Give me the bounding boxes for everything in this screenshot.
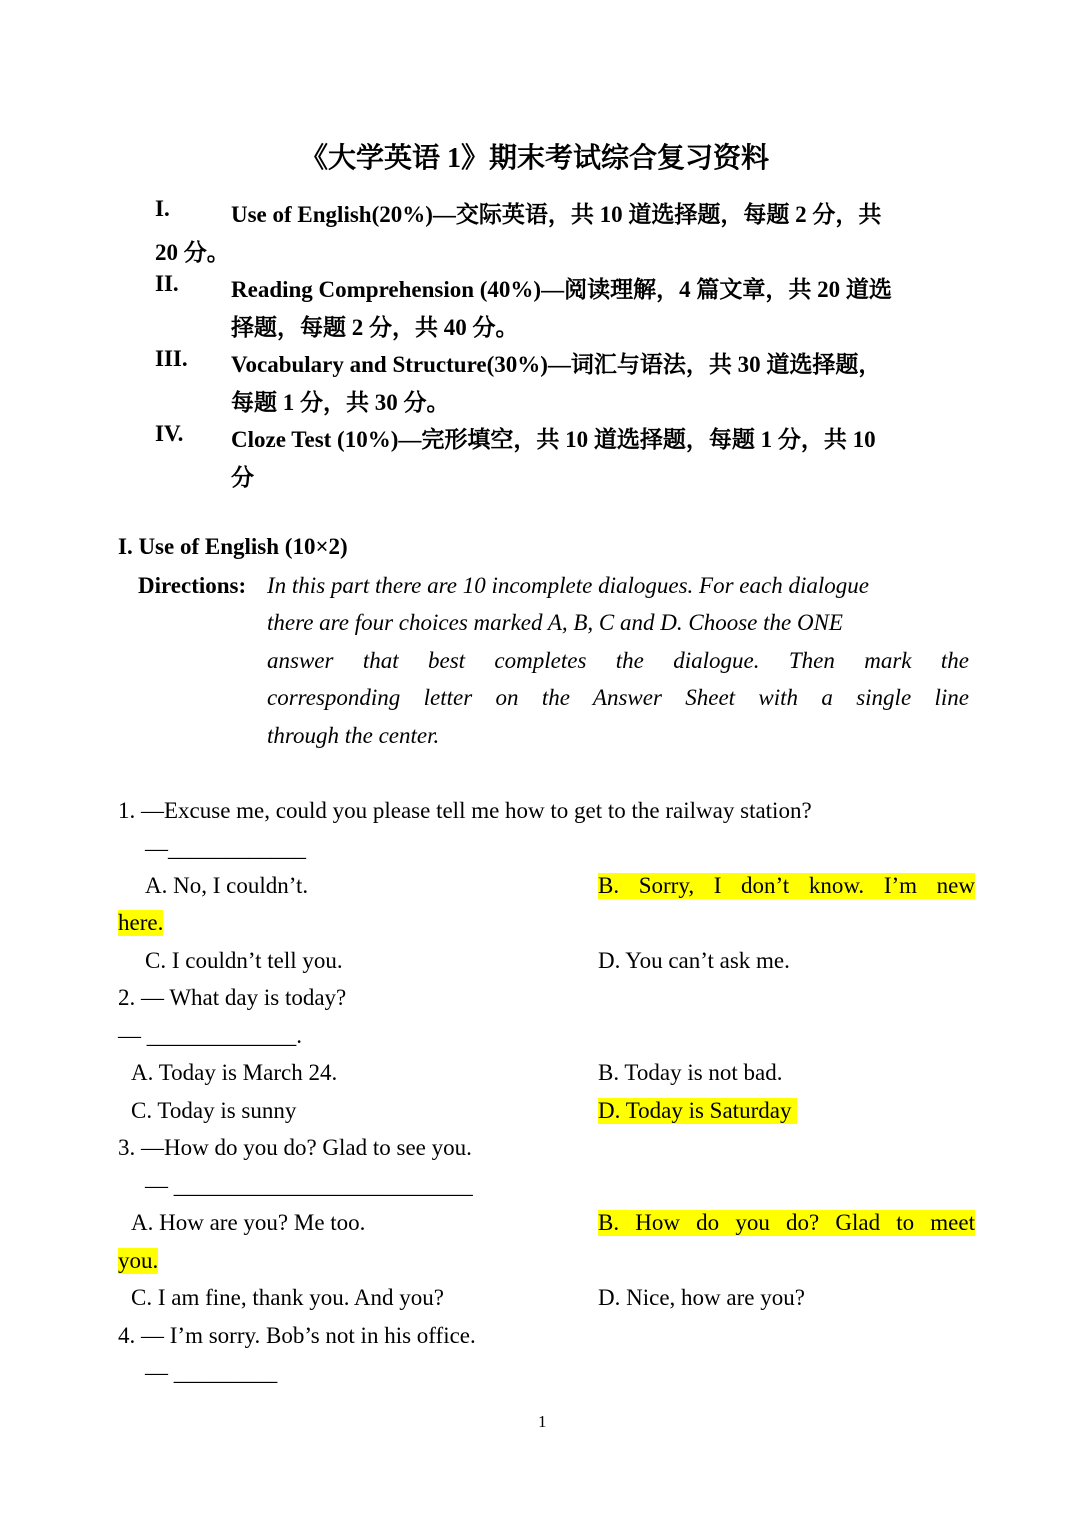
q3-option-b-cont: you.	[118, 1248, 159, 1273]
outline-line-1a: Use of English(20%)—交际英语，共 10 道选择题，每题 2 分，共	[231, 202, 882, 227]
q1-blank: —____________	[145, 836, 306, 861]
outline-num-4: IV.	[155, 421, 184, 446]
q3-prompt: 3. —How do you do? Glad to see you.	[118, 1135, 472, 1160]
q3-blank: — __________________________	[145, 1173, 473, 1198]
directions-line-4: corresponding letter on the Answer Sheet with a single line	[267, 685, 969, 710]
q3-option-b: B. How do you do? Glad to meet	[598, 1210, 975, 1235]
q3-option-c: C. I am fine, thank you. And you?	[131, 1285, 445, 1310]
q2-option-a: A. Today is March 24.	[131, 1060, 338, 1085]
q1-prompt: 1. —Excuse me, could you please tell me how to get to the railway station?	[118, 798, 812, 823]
directions-line-2-text: there are four choices marked A, B, C and D. Choose the ONE	[267, 610, 843, 635]
directions-line-2	[267, 610, 969, 636]
outline-line-3b: 每题 1 分，共 30 分。	[231, 390, 450, 415]
page-title: 《大学英语 1》期末考试综合复习资料	[300, 143, 770, 174]
q1-option-d: D. You can’t ask me.	[598, 948, 790, 973]
outline-num-2: II.	[155, 271, 179, 296]
q4-prompt: 4. — I’m sorry. Bob’s not in his office.	[118, 1323, 476, 1348]
directions-line-3: answer that best completes the dialogue. Then mark the	[267, 648, 969, 673]
section-heading: I. Use of English (10×2)	[118, 534, 348, 559]
outline-line-4b: 分	[231, 465, 254, 490]
q1-option-c: C. I couldn’t tell you.	[145, 948, 343, 973]
q2-option-c: C. Today is sunny	[131, 1098, 297, 1123]
directions-label: Directions:	[138, 573, 247, 598]
outline-line-1b: 20 分。	[155, 240, 230, 265]
q4-blank: — _________	[145, 1360, 278, 1385]
q1-option-a: A. No, I couldn’t.	[145, 873, 309, 898]
directions-line-1: In this part there are 10 incomplete dialogues. For each dialogue	[267, 573, 869, 598]
q3-option-a: A. How are you? Me too.	[131, 1210, 366, 1235]
outline-line-3a: Vocabulary and Structure(30%)—词汇与语法，共 30 道选择题，	[231, 352, 882, 377]
outline-num-1: I.	[155, 196, 170, 221]
q1-option-b-cont: here.	[118, 910, 164, 935]
outline-num-3: III.	[155, 346, 188, 371]
outline-line-4a: Cloze Test (10%)—完形填空，共 10 道选择题，每题 1 分，共 10	[231, 427, 876, 452]
q3-option-d: D. Nice, how are you?	[598, 1285, 805, 1310]
outline-line-2a: Reading Comprehension (40%)—阅读理解，4 篇文章，共 20 道选	[231, 277, 892, 302]
directions-line-5: through the center.	[267, 723, 440, 748]
q1-option-b: B. Sorry, I don’t know. I’m new	[598, 873, 975, 898]
q2-option-b: B. Today is not bad.	[598, 1060, 783, 1085]
q2-blank: — _____________.	[118, 1023, 302, 1048]
outline-line-2b: 择题，每题 2 分，共 40 分。	[231, 315, 519, 340]
page-number: 1	[538, 1412, 547, 1431]
q2-option-d: D. Today is Saturday	[598, 1098, 797, 1124]
q2-prompt: 2. — What day is today?	[118, 985, 347, 1010]
